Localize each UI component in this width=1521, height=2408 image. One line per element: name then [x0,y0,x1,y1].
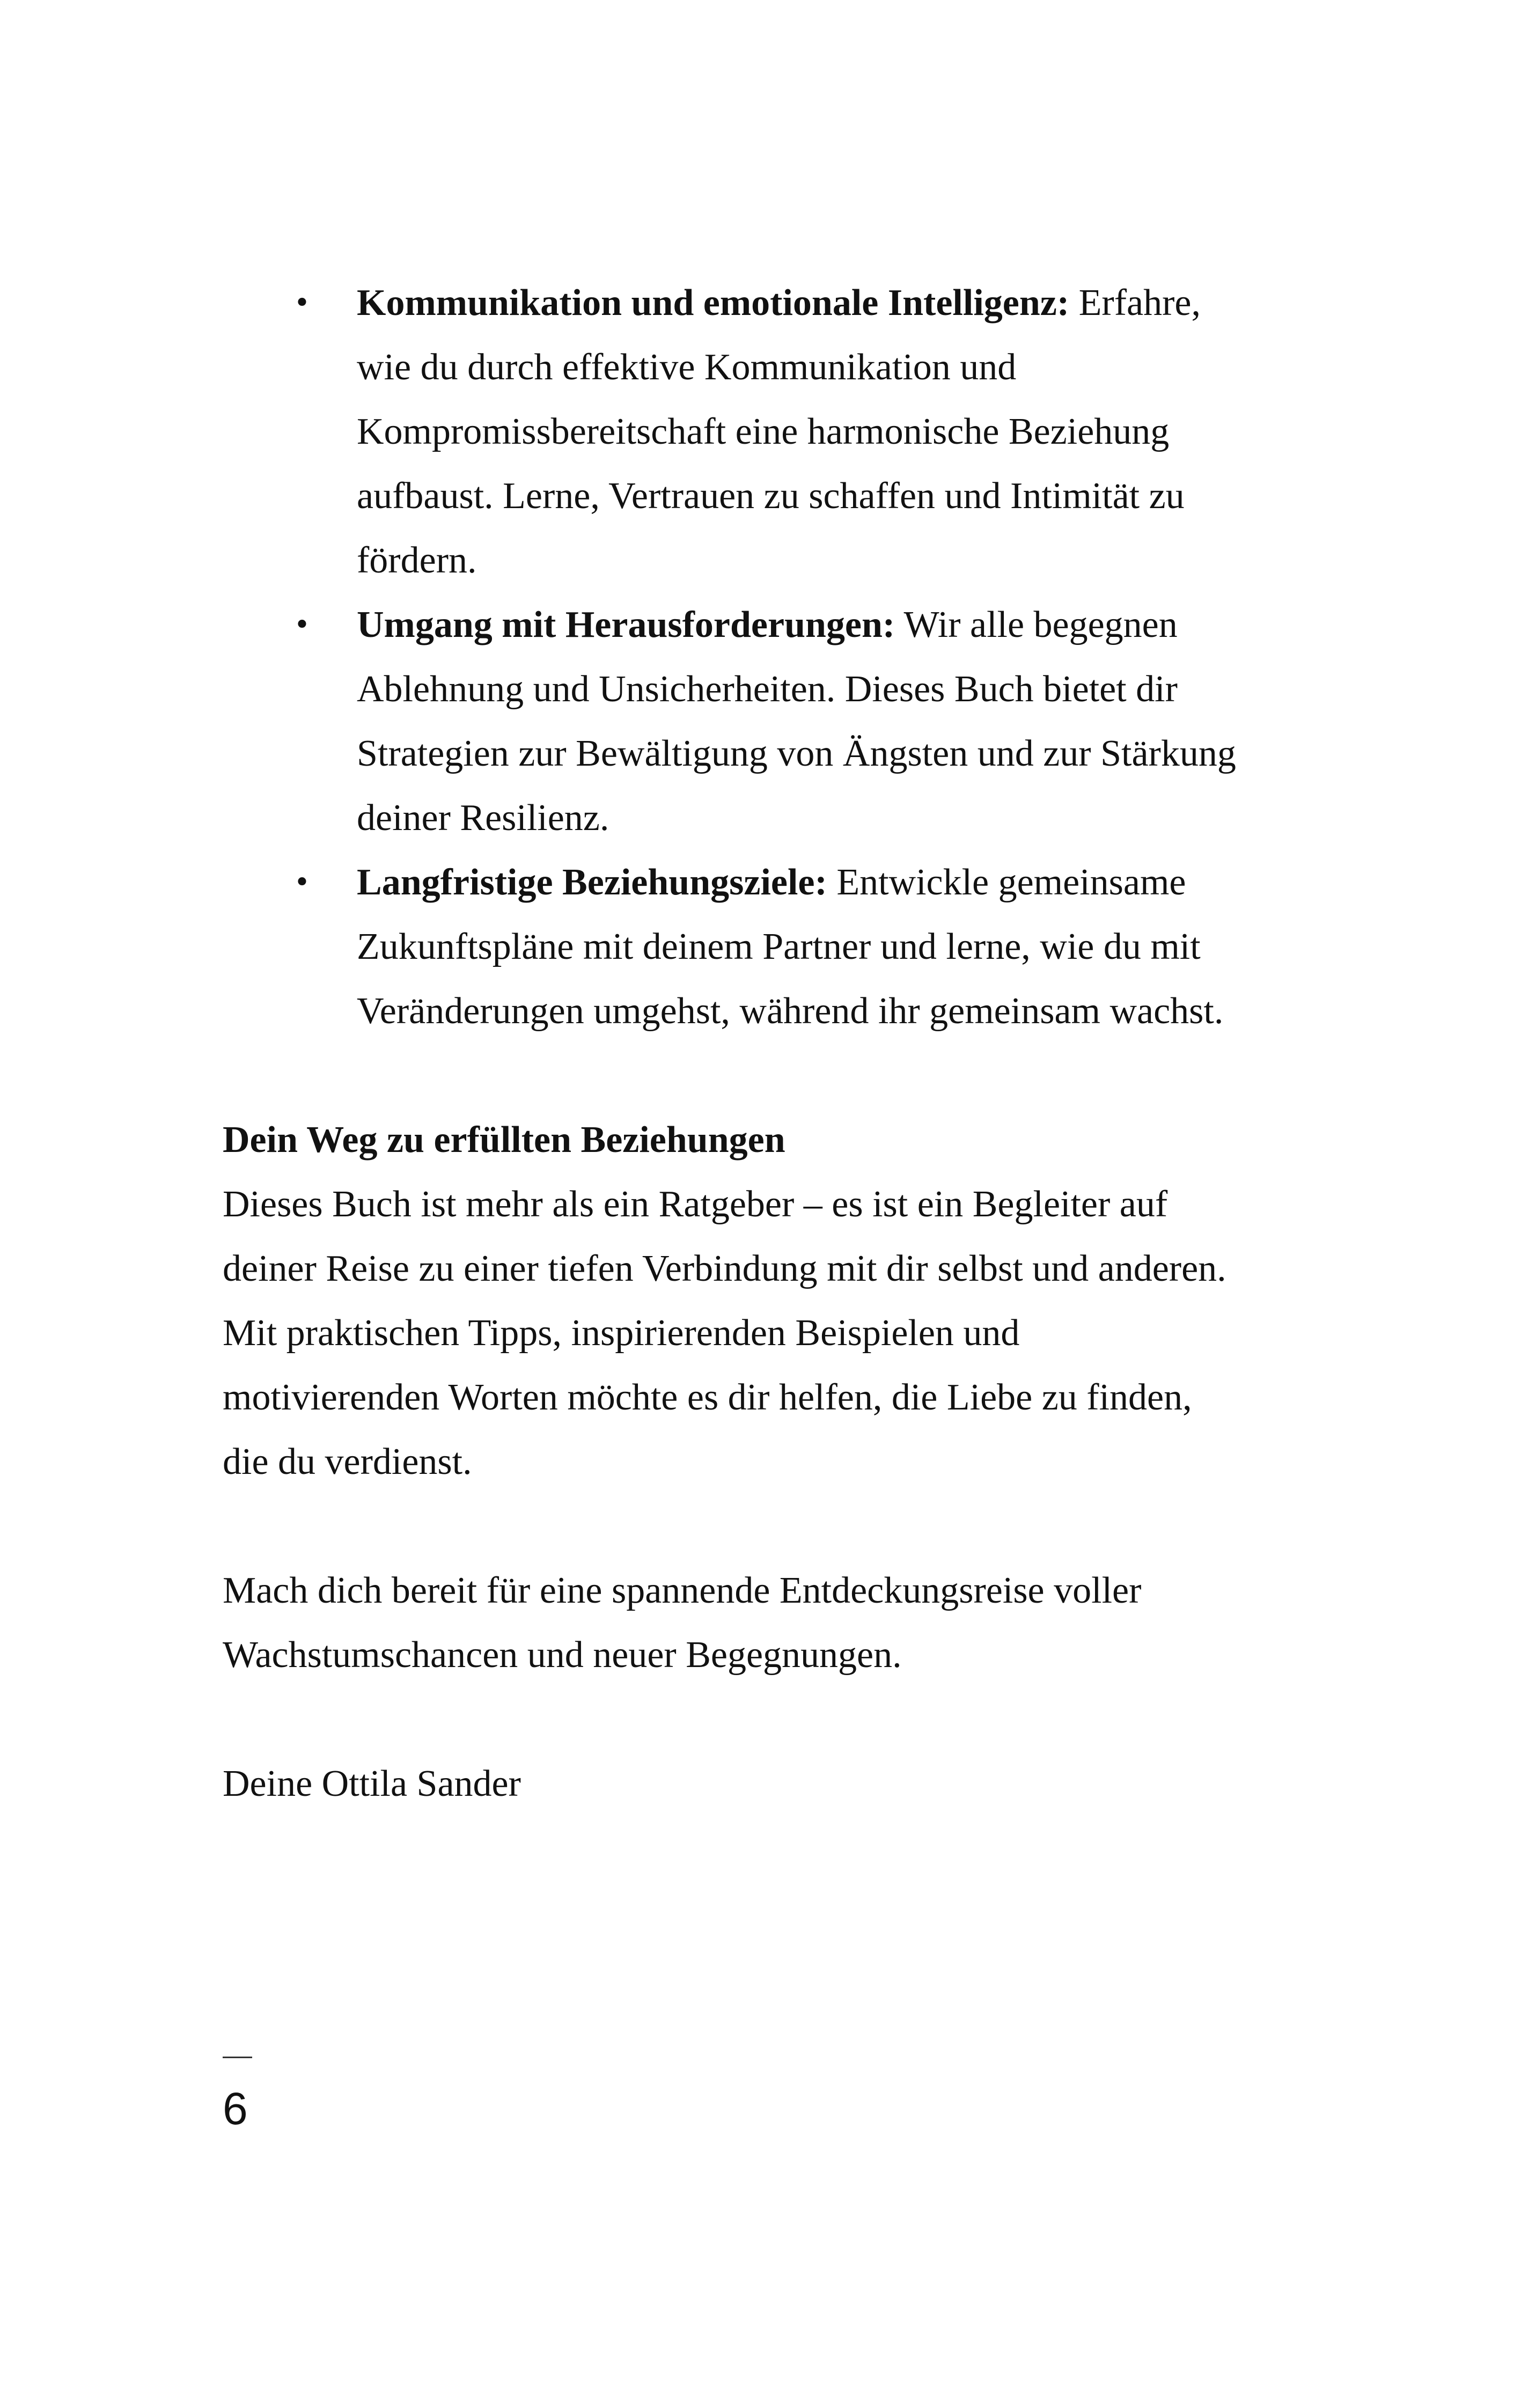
bullet-text: Erfahre, wie du durch effektive Kommunikation und Kompromissbereitschaft eine harmonische Beziehung aufbaust. Lerne, Vertrauen zu schaffen und Intimität zu fördern. [357,282,1201,581]
footer-rule [223,2057,252,2058]
page-number: 6 [223,2083,248,2134]
bullet-dot-icon: • [293,867,311,899]
topic-bullet-list [223,271,1242,1044]
bullet-dot-icon: • [293,609,311,641]
bullet-lead: Langfristige Beziehungsziele: [357,862,827,903]
page-content [223,271,1242,1816]
section-paragraph-invitation: Mach dich bereit für eine spannende Entdeckungsreise voller Wachstumschancen und neuer Begegnungen. [223,1570,1142,1676]
bullet-item-goals [223,850,1242,1044]
section-heading: Dein Weg zu erfüllten Beziehungen [223,1119,785,1161]
bullet-lead: Kommunikation und emotionale Intelligenz: [357,282,1070,324]
bullet-item-challenges [223,593,1242,850]
author-signature: Deine Ottila Sander [223,1763,521,1804]
bullet-lead: Umgang mit Herausforderungen: [357,604,895,645]
bullet-item-communication [223,271,1242,593]
bullet-dot-icon: • [293,287,311,319]
bullet-text: Entwickle gemeinsame Zukunftspläne mit deinem Partner und lerne, wie du mit Veränderungen umgehst, während ihr gemeinsam wachst. [357,862,1224,1032]
bullet-text: Wir alle begegnen Ablehnung und Unsicherheiten. Dieses Buch bietet dir Strategien zur Bewältigung von Ängsten und zur Stärkung deiner Resilienz. [357,604,1236,839]
section-paragraph-intro: Dieses Buch ist mehr als ein Ratgeber – es ist ein Begleiter auf deiner Reise zu einer tiefen Verbindung mit dir selbst und anderen. Mit praktischen Tipps, inspirierenden Beispielen und motivierenden Worten möchte es dir helfen, die Liebe zu finden, die du verdienst. [223,1184,1226,1482]
